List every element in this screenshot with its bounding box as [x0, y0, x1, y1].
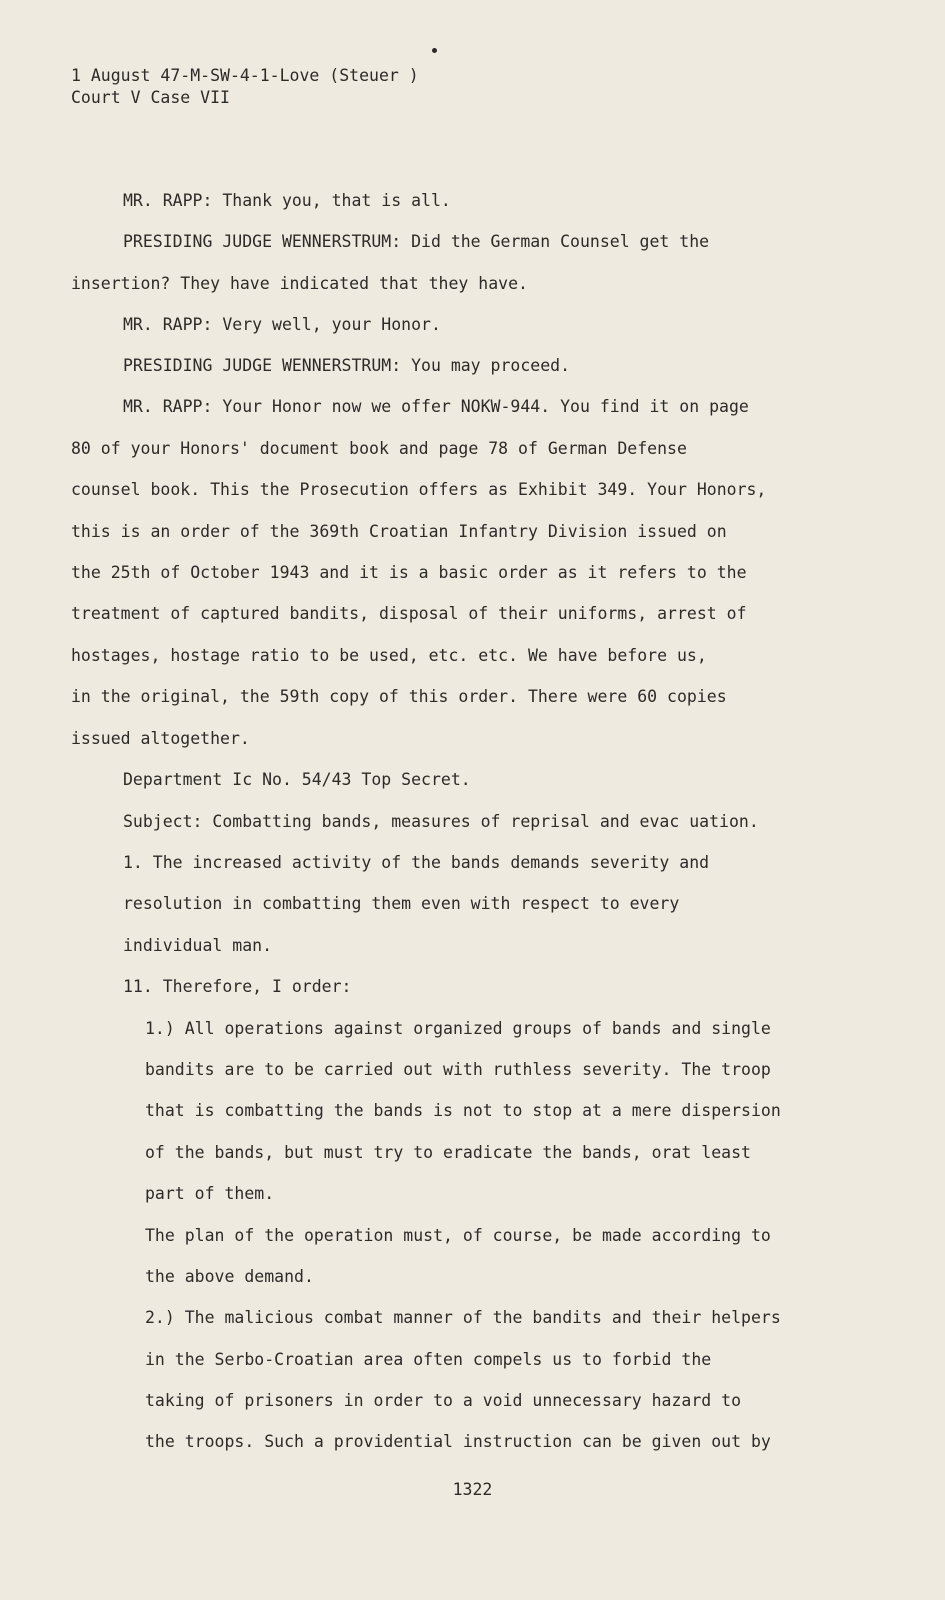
- text-line: MR. RAPP: Thank you, that is all.: [123, 191, 451, 210]
- page-number: 1322: [452, 1480, 493, 1499]
- text-line: of the bands, but must try to eradicate the bands, orat least: [145, 1143, 751, 1162]
- text-line: Department Ic No. 54/43 Top Secret.: [123, 770, 471, 789]
- text-line: Subject: Combatting bands, measures of reprisal and evac uation.: [123, 812, 759, 831]
- text-line: this is an order of the 369th Croatian Infantry Division issued on: [71, 522, 727, 541]
- text-line: 1. The increased activity of the bands demands severity and: [123, 853, 710, 872]
- text-line: part of them.: [145, 1184, 275, 1203]
- header-line-2: Court V Case VII: [71, 88, 230, 107]
- text-line: that is combatting the bands is not to stop at a mere dispersion: [145, 1101, 781, 1120]
- text-line: treatment of captured bandits, disposal of their uniforms, arrest of: [71, 604, 747, 623]
- text-line: resolution in combatting them even with respect to every: [123, 894, 680, 913]
- text-line: 1.) All operations against organized groups of bands and single: [145, 1019, 771, 1038]
- text-line: MR. RAPP: Very well, your Honor.: [123, 315, 441, 334]
- text-line: 11. Therefore, I order:: [123, 977, 352, 996]
- ink-dot: [432, 48, 437, 53]
- text-line: PRESIDING JUDGE WENNERSTRUM: You may proceed.: [123, 356, 571, 375]
- text-line: the troops. Such a providential instruction can be given out by: [145, 1432, 771, 1451]
- text-line: issued altogether.: [71, 729, 250, 748]
- text-line: The plan of the operation must, of course, be made according to: [145, 1226, 771, 1245]
- text-line: the 25th of October 1943 and it is a basic order as it refers to the: [71, 563, 747, 582]
- text-line: taking of prisoners in order to a void unnecessary hazard to: [145, 1391, 742, 1410]
- text-line: hostages, hostage ratio to be used, etc. etc. We have before us,: [71, 646, 707, 665]
- text-line: PRESIDING JUDGE WENNERSTRUM: Did the German Counsel get the: [123, 232, 710, 251]
- text-line: bandits are to be carried out with ruthless severity. The troop: [145, 1060, 771, 1079]
- text-line: 80 of your Honors' document book and page 78 of German Defense: [71, 439, 687, 458]
- text-line: individual man.: [123, 936, 273, 955]
- text-line: 2.) The malicious combat manner of the bandits and their helpers: [145, 1308, 781, 1327]
- text-line: MR. RAPP: Your Honor now we offer NOKW-944. You find it on page: [123, 397, 749, 416]
- text-line: in the original, the 59th copy of this order. There were 60 copies: [71, 687, 727, 706]
- text-line: the above demand.: [145, 1267, 314, 1286]
- text-line: counsel book. This the Prosecution offers as Exhibit 349. Your Honors,: [71, 480, 767, 499]
- header-line-1: 1 August 47-M-SW-4-1-Love (Steuer ): [71, 66, 419, 85]
- text-line: insertion? They have indicated that they have.: [71, 274, 528, 293]
- text-line: in the Serbo-Croatian area often compels us to forbid the: [145, 1350, 712, 1369]
